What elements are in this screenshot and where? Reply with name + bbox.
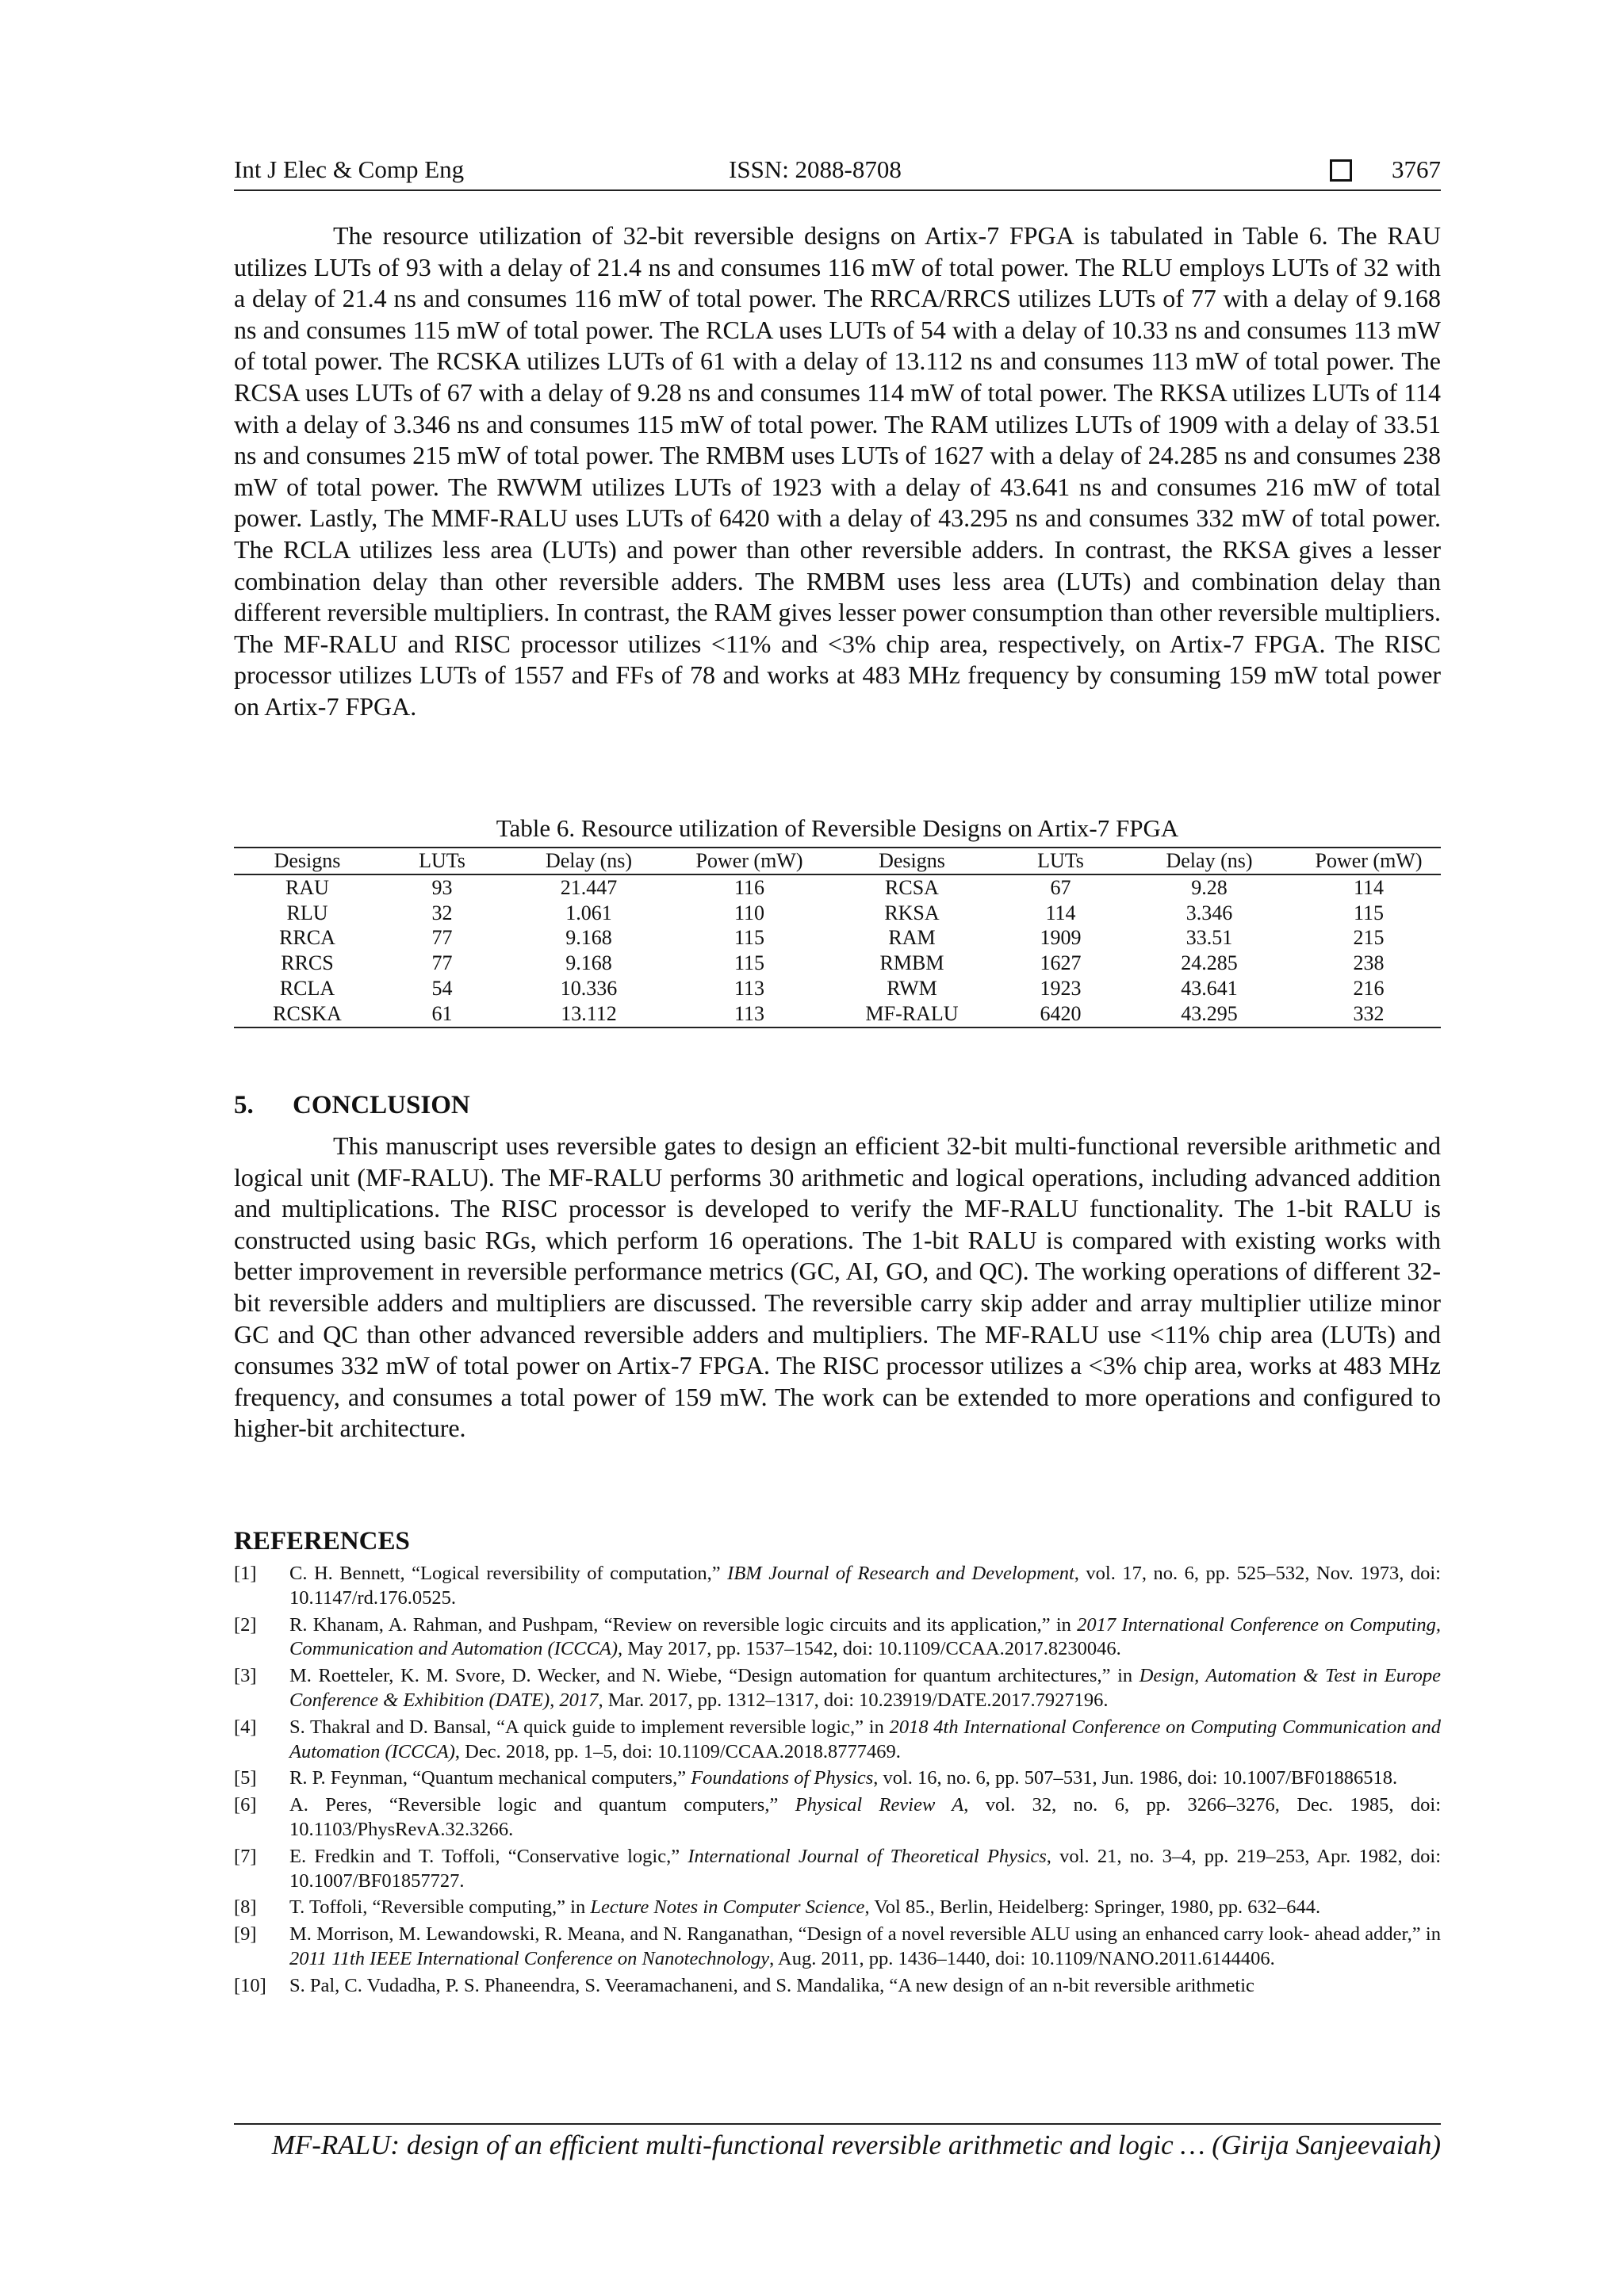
table-row (234, 951, 1441, 976)
reference-number: [4] (234, 1716, 257, 1738)
reference-number: [3] (234, 1665, 257, 1687)
reference-details: , vol. 17, no. 6, pp. 525–532, Nov. 1973, doi: 10.1147/rd.176.0525. (289, 1563, 1441, 1609)
reference-number: [8] (234, 1896, 257, 1919)
table-cell: 216 (1353, 976, 1385, 1000)
column-header: Delay (ns) (504, 848, 674, 874)
table-cell: RRCA (279, 926, 335, 950)
section-heading (234, 1091, 470, 1120)
table-cell: 43.295 (1181, 1001, 1238, 1025)
table-cell: RAU (285, 875, 329, 899)
table-cell: 77 (431, 951, 453, 975)
table-cell: 110 (733, 901, 765, 924)
table-cell: 215 (1353, 926, 1385, 950)
table-cell: 9.168 (565, 926, 612, 950)
page-number: 3767 (1392, 155, 1441, 183)
table-cell: RCSA (885, 875, 939, 899)
reference-item (234, 1766, 1441, 1791)
reference-number: [2] (234, 1613, 257, 1636)
table-cell: 6420 (1040, 1001, 1082, 1025)
issn: ISSN: 2088-8708 (729, 155, 902, 183)
table-cell: RRCS (281, 951, 334, 975)
column-header: LUTs (999, 848, 1122, 874)
reference-text: M. Morrison, M. Lewandowski, R. Meana, and N. Ranganathan, “Design of a novel reversible ALU using an enhanced carry look- ahead adder,” in (289, 1923, 1441, 1946)
table-row (234, 925, 1441, 951)
reference-item (234, 1716, 1441, 1765)
reference-text: S. Thakral and D. Bansal, “A quick guide to implement reversible logic,” in (289, 1716, 890, 1738)
section-number: 5. (234, 1091, 254, 1119)
reference-item (234, 1845, 1441, 1894)
table-cell: 1627 (1040, 951, 1082, 975)
reference-text: E. Fredkin and T. Toffoli, “Conservative logic,” (289, 1845, 688, 1867)
table-cell: 43.641 (1181, 976, 1238, 1000)
table-cell: 13.112 (561, 1001, 617, 1025)
table-cell: 113 (733, 976, 765, 1000)
table-cell: 54 (431, 976, 453, 1000)
references-heading: REFERENCES (234, 1527, 410, 1556)
table-cell: 9.28 (1191, 875, 1228, 899)
table-cell: 1923 (1040, 976, 1082, 1000)
journal-name: Int J Elec & Comp Eng (234, 155, 465, 183)
table-row (234, 1001, 1441, 1027)
reference-number: [6] (234, 1794, 257, 1816)
table-cell: 238 (1353, 951, 1385, 975)
reference-number: [10] (234, 1974, 266, 1996)
column-header: LUTs (381, 848, 504, 874)
table-caption: Table 6. Resource utilization of Reversible Designs on Artix-7 FPGA (496, 814, 1179, 842)
table-cell: 93 (431, 875, 453, 899)
table-cell: 115 (1353, 901, 1385, 924)
table-cell: RMBM (879, 951, 944, 975)
table-row (234, 901, 1441, 926)
reference-number: [9] (234, 1923, 257, 1946)
table-cell: MF-RALU (865, 1001, 959, 1025)
table-row (234, 874, 1441, 901)
reference-text: R. P. Feynman, “Quantum mechanical computers,” (289, 1767, 691, 1789)
table-cell: 114 (1045, 901, 1076, 924)
reference-details: , vol. 16, no. 6, pp. 507–531, Jun. 1986, doi: 10.1007/BF01886518. (873, 1767, 1398, 1789)
reference-item (234, 1923, 1441, 1972)
table-cell: 77 (431, 926, 453, 950)
table-cell: 33.51 (1185, 926, 1233, 950)
table-cell: 10.336 (560, 976, 618, 1000)
column-header: Power (mW) (1297, 848, 1441, 874)
reference-venue: 2018 4th International Conference on Computing Communication and Automation (ICCCA) (289, 1716, 1442, 1762)
table-cell: 332 (1353, 1001, 1385, 1025)
page-header (234, 155, 1441, 192)
table-cell: 67 (1050, 875, 1071, 899)
reference-number: [7] (234, 1845, 257, 1867)
reference-venue: Foundations of Physics (691, 1767, 874, 1789)
table-cell: 115 (733, 951, 765, 975)
reference-item (234, 1896, 1441, 1920)
reference-item (234, 1974, 1441, 1999)
reference-text: S. Pal, C. Vudadha, P. S. Phaneendra, S. Veeramachaneni, and S. Mandalika, “A new design of an n-bit reversible arithmetic (289, 1974, 1254, 1996)
reference-details: , Aug. 2011, pp. 1436–1440, doi: 10.1109/NANO.2011.6144406. (769, 1947, 1275, 1969)
table-cell: 115 (733, 926, 765, 950)
reference-text: M. Roetteler, K. M. Svore, D. Wecker, and N. Wiebe, “Design automation for quantum architectures,” in (289, 1665, 1139, 1687)
table-cell: 3.346 (1185, 901, 1233, 924)
reference-item (234, 1562, 1441, 1611)
conclusion-paragraph: This manuscript uses reversible gates to design an efficient 32-bit multi-functional reversible arithmetic and logical unit (MF-RALU). The MF-RALU performs 30 arithmetic and logical operations, including advanced addition and multiplications. The RISC processor is developed to verify the MF-RALU functionality. The 1-bit RALU is constructed using basic RGs, which perform 16 operations. The 1-bit RALU is compared with existing works with better improvement in reversible performance metrics (GC, AI, GO, and QC). The working operations of different 32-bit reversible adders and multipliers are discussed. The reversible carry skip adder and array multiplier utilize minor GC and QC than other advanced reversible adders and multipliers. The MF-RALU use <11% chip area (LUTs) and consumes 332 mW of total power on Artix-7 FPGA. The RISC processor utilizes a <3% chip area, works at 483 MHz frequency, and consumes a total power of 159 mW. The work can be extended to more operations and configured to higher-bit architecture. (234, 1131, 1441, 1443)
table-cell: 9.168 (565, 951, 612, 975)
square-bullet-icon (1330, 159, 1352, 182)
resource-utilization-table (234, 847, 1441, 1028)
reference-venue: Physical Review A (795, 1794, 964, 1816)
table-cell: 1909 (1040, 926, 1082, 950)
reference-text: A. Peres, “Reversible logic and quantum computers,” (289, 1794, 795, 1816)
table-cell: 116 (733, 875, 765, 899)
reference-item (234, 1793, 1441, 1843)
table-cell: 21.447 (560, 875, 618, 899)
table-cell: 61 (431, 1001, 453, 1025)
table-header-row (234, 848, 1441, 874)
table-cell: 114 (1353, 875, 1385, 899)
column-header: Power (mW) (674, 848, 825, 874)
reference-venue: 2017 International Conference on Computing, Communication and Automation (ICCCA) (289, 1613, 1441, 1660)
column-header: Designs (234, 848, 381, 874)
reference-text: T. Toffoli, “Reversible computing,” in (289, 1896, 591, 1919)
reference-text: R. Khanam, A. Rahman, and Pushpam, “Review on reversible logic circuits and its application,” in (289, 1613, 1078, 1636)
reference-details: , Mar. 2017, pp. 1312–1317, doi: 10.23919/DATE.2017.7927196. (598, 1689, 1109, 1711)
reference-venue: Design, Automation & Test in Europe Conference & Exhibition (DATE), 2017 (289, 1665, 1441, 1711)
table-cell: RCSKA (273, 1001, 342, 1025)
reference-venue: 2011 11th IEEE International Conference on Nanotechnology (289, 1947, 770, 1969)
table-cell: RKSA (884, 901, 940, 924)
table-cell: 32 (431, 901, 453, 924)
table-cell: 1.061 (565, 901, 612, 924)
header-rule (234, 189, 1441, 191)
column-header: Designs (825, 848, 999, 874)
reference-details: , vol. 32, no. 6, pp. 3266–3276, Dec. 1985, doi: 10.1103/PhysRevA.32.3266. (289, 1794, 1442, 1840)
table-cell: RAM (888, 926, 936, 950)
reference-venue: Lecture Notes in Computer Science (590, 1896, 865, 1919)
table-row (234, 976, 1441, 1001)
section-title: CONCLUSION (293, 1091, 470, 1119)
reference-number: [5] (234, 1767, 257, 1789)
reference-details: , May 2017, pp. 1537–1542, doi: 10.1109/CCAA.2017.8230046. (618, 1638, 1121, 1660)
table-cell: 24.285 (1181, 951, 1238, 975)
table-cell: 113 (733, 1001, 765, 1025)
table-cell: RLU (286, 901, 328, 924)
reference-item (234, 1664, 1441, 1713)
table-body (234, 874, 1441, 1027)
reference-details: , Dec. 2018, pp. 1–5, doi: 10.1109/CCAA.2018.8777469. (454, 1740, 901, 1762)
reference-item (234, 1613, 1441, 1663)
reference-venue: IBM Journal of Research and Development (727, 1563, 1074, 1584)
reference-venue: International Journal of Theoretical Physics (688, 1845, 1047, 1867)
footer-rule (234, 2123, 1441, 2125)
reference-list (234, 1562, 1441, 2001)
table-cell: RWM (887, 976, 937, 1000)
reference-details: , Vol 85., Berlin, Heidelberg: Springer, 1980, pp. 632–644. (864, 1896, 1321, 1919)
reference-text: C. H. Bennett, “Logical reversibility of computation,” (289, 1563, 728, 1584)
column-header: Delay (ns) (1122, 848, 1297, 874)
running-footer: MF-RALU: design of an efficient multi-functional reversible arithmetic and logic … (Girija Sanjeevaiah) (271, 2130, 1441, 2160)
results-paragraph: The resource utilization of 32-bit reversible designs on Artix-7 FPGA is tabulated in Table 6. The RAU utilizes LUTs of 93 with a delay of 21.4 ns and consumes 116 mW of total power. The RLU employs LUTs of 32 with a delay of 21.4 ns and consumes 116 mW of total power. The RRCA/RRCS utilizes LUTs of 77 with a delay of 9.168 ns and consumes 115 mW of total power. The RCLA uses LUTs of 54 with a delay of 10.33 ns and consumes 113 mW of total power. The RCSKA utilizes LUTs of 61 with a delay of 13.112 ns and consumes 113 mW of total power. The RCSA uses LUTs of 67 with a delay of 9.28 ns and consumes 114 mW of total power. The RKSA utilizes LUTs of 114 with a delay of 3.346 ns and consumes 115 mW of total power. The RAM utilizes LUTs of 1909 with a delay of 33.51 ns and consumes 215 mW of total power. The RMBM uses LUTs of 1627 with a delay of 24.285 ns and consumes 238 mW of total power. The RWWM utilizes LUTs of 1923 with a delay of 43.641 ns and consumes 216 mW of total power. Lastly, The MMF-RALU uses LUTs of 6420 with a delay of 43.295 ns and consumes 332 mW of total power. The RCLA utilizes less area (LUTs) and power than other reversible adders. In contrast, the RKSA gives a lesser combination delay than other reversible adders. The RMBM uses less area (LUTs) and combination delay than different reversible multipliers. In contrast, the RAM gives lesser power consumption than other reversible multipliers. The MF-RALU and RISC processor utilizes <11% and <3% chip area, respectively, on Artix-7 FPGA. The RISC processor utilizes LUTs of 1557 and FFs of 78 and works at 483 MHz frequency by consuming 159 mW total power on Artix-7 FPGA. (234, 221, 1441, 721)
table-cell: RCLA (279, 976, 335, 1000)
reference-number: [1] (234, 1563, 257, 1584)
reference-details: , vol. 21, no. 3–4, pp. 219–253, Apr. 1982, doi: 10.1007/BF01857727. (289, 1845, 1441, 1892)
